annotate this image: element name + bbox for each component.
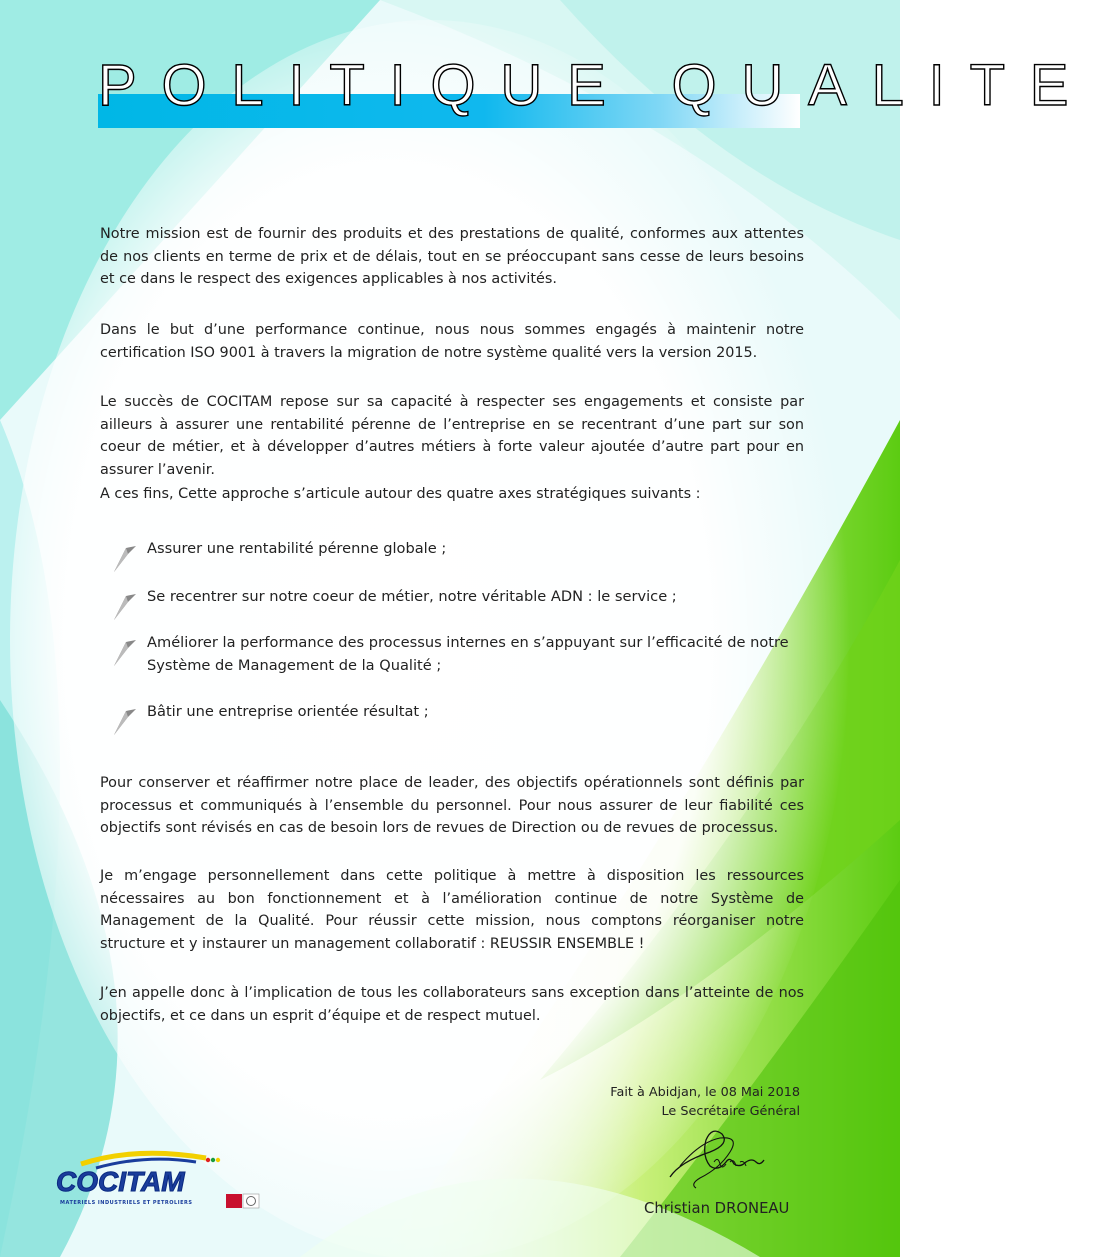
certification-badge-icon: [226, 1194, 260, 1208]
bullet-text: Bâtir une entreprise orientée résultat ;: [147, 703, 429, 720]
arrow-bullet-icon: [112, 707, 138, 737]
company-logo: [56, 1150, 266, 1210]
signature-place-date: Fait à Abidjan, le 08 Mai 2018: [610, 1085, 800, 1100]
signatory-name: Christian DRONEAU: [644, 1200, 790, 1217]
arrow-bullet-icon: [112, 638, 138, 668]
signature-role: Le Secrétaire Général: [661, 1104, 800, 1119]
paragraph-commitment: Je m’engage personnellement dans cette politique à mettre à disposition les ressources nécessaires au bon fonctionnement et à l’amélioration continue de notre Système de Management de la Qualité. Pour réussir cette mission, nous comptons réorganiser notre structure et y instaurer un management collaboratif : REUSSIR ENSEMBLE !: [100, 868, 804, 952]
bullet-text: Améliorer la performance des processus internes en s’appuyant sur l’efficacité de notre Système de Management de la Qualité ;: [147, 634, 789, 674]
paragraph-axes-intro: A ces fins, Cette approche s’articule autour des quatre axes stratégiques suivants :: [100, 486, 701, 502]
paragraph-objectives: Pour conserver et réaffirmer notre place de leader, des objectifs opérationnels sont définis par processus et communiqués à l’ensemble du personnel. Pour nous assurer de leur fiabilité ces objectifs sont révisés en cas de besoin lors de revues de Direction ou de revues de processus.: [100, 775, 804, 836]
paragraph-success: Le succès de COCITAM repose sur sa capacité à respecter ses engagements et consiste par ailleurs à assurer une rentabilité pérenne de l’entreprise en se recentrant d’une part sur son coeur de métier, et à développer d’autres métiers à forte valeur ajoutée d’autre part pour en assurer l’avenir.: [100, 394, 804, 478]
logo-wordmark: COCITAM: [56, 1166, 185, 1197]
handwritten-signature: [660, 1122, 780, 1194]
arrow-bullet-icon: [112, 544, 138, 574]
paragraph-certification: Dans le but d’une performance continue, nous nous sommes engagés à maintenir notre certification ISO 9001 à travers la migration de notre système qualité vers la version 2015.: [100, 322, 804, 361]
arrow-bullet-icon: [112, 592, 138, 622]
paragraph-mission: Notre mission est de fournir des produits et des prestations de qualité, conformes aux attentes de nos clients en terme de prix et de délais, tout en se préoccupant sans cesse de leurs besoins et ce dans le respect des exigences applicables à nos activités.: [100, 226, 804, 287]
bullet-text: Se recentrer sur notre coeur de métier, notre véritable ADN : le service ;: [147, 588, 677, 605]
paragraph-appeal: J’en appelle donc à l’implication de tous les collaborateurs sans exception dans l’atteinte de nos objectifs, et ce dans un esprit d’équipe et de respect mutuel.: [100, 985, 804, 1024]
bullet-text: Assurer une rentabilité pérenne globale ;: [147, 540, 447, 557]
page-title: POLITIQUE QUALITE: [98, 53, 1093, 118]
logo-tagline: MATERIELS INDUSTRIELS ET PETROLIERS: [60, 1200, 193, 1206]
